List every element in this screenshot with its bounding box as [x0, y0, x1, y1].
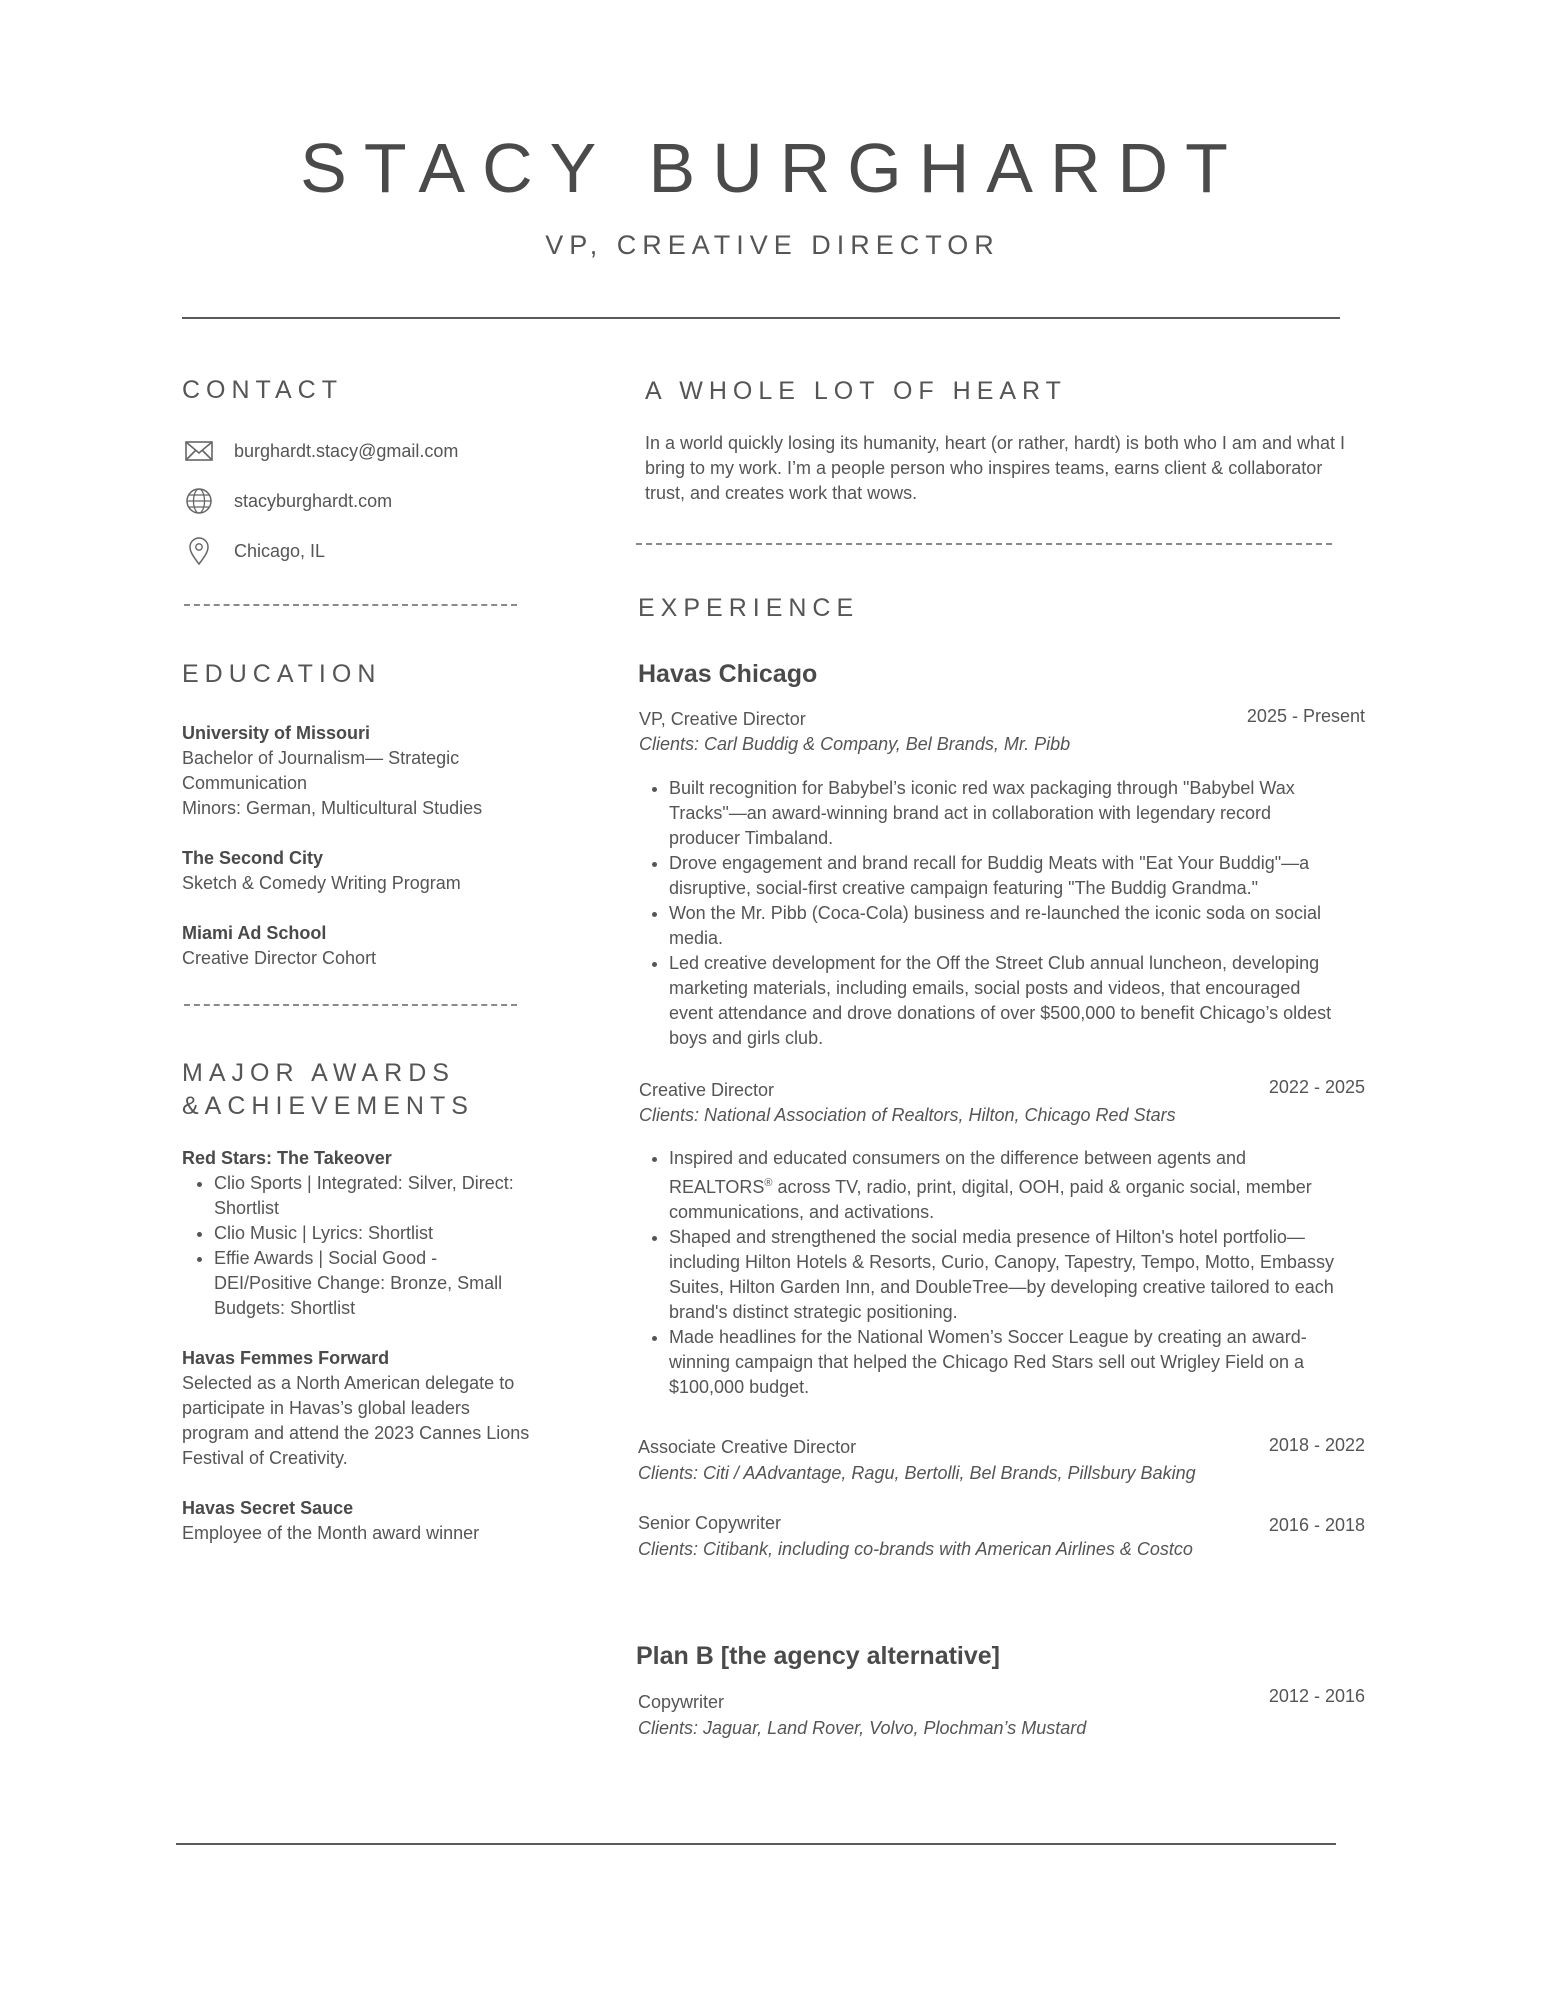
award-item [182, 1146, 532, 1321]
school-name: Miami Ad School [182, 923, 327, 943]
award-text: Employee of the Month award winner [182, 1523, 480, 1543]
awards-heading-line: MAJOR AWARDS [182, 1059, 455, 1087]
about-divider [636, 543, 1332, 545]
education-item [182, 921, 522, 971]
list-item: • Drove engagement and brand recall for Buddig Meats with "Eat Your Buddig"—a disruptive, social-first creative campaign featuring "The Buddig Grandma." [669, 851, 1339, 901]
role-dates: 2025 - Present [1246, 706, 1365, 726]
list-item: • Shaped and strengthened the social media presence of Hilton's hotel portfolio—including Hilton Hotels & Resorts, Curio, Canopy, Tapestry, Tempo, Motto, Embassy Suites, Hilton Garden Inn, and DoubleTree—by developing creative tailored to each brand's distinct strategic positioning. [669, 1225, 1339, 1325]
role-clients: Clients: Carl Buddig & Company, Bel Brands, Mr. Pibb [639, 734, 1071, 754]
degree-line: Minors: German, Multicultural Studies [182, 798, 483, 818]
footer-divider [176, 1843, 1336, 1845]
education-item [182, 846, 522, 896]
award-item [182, 1346, 532, 1471]
map-pin-icon [184, 536, 214, 566]
award-text: Selected as a North American delegate to participate in Havas’s global leaders program and attend the 2023 Cannes Lions Festival of Creativity. [182, 1373, 530, 1468]
degree-line: Communication [182, 773, 308, 793]
candidate-name: STACY BURGHARDT [300, 129, 1245, 207]
role-clients: Clients: National Association of Realtors, Hilton, Chicago Red Stars [639, 1105, 1176, 1125]
list-item: • Won the Mr. Pibb (Coca-Cola) business and re-launched the iconic soda on social media. [669, 901, 1339, 951]
role-title: Associate Creative Director [638, 1437, 857, 1457]
award-title: Red Stars: The Takeover [182, 1148, 392, 1168]
company-name: Plan B [the agency alternative] [636, 1642, 1001, 1670]
school-name: The Second City [182, 848, 324, 868]
list-item: • Built recognition for Babybel’s iconic red wax packaging through "Babybel Wax Tracks"—an award-winning brand act in collaboration with legendary record producer Timbaland. [669, 776, 1339, 851]
header-divider [182, 317, 1340, 319]
awards-heading-line: &ACHIEVEMENTS [182, 1092, 474, 1120]
role-dates: 2016 - 2018 [1268, 1515, 1365, 1535]
registered-mark: ® [764, 1177, 773, 1189]
list-item: • Made headlines for the National Women’s Soccer League by creating an award-winning campaign that helped the Chicago Red Stars sell out Wrigley Field on a $100,000 budget. [669, 1325, 1339, 1400]
company-name: Havas Chicago [638, 660, 818, 688]
list-item: • Led creative development for the Off the Street Club annual luncheon, developing marketing materials, including emails, social posts and videos, that encouraged event attendance and drove donations of over $500,000 to benefit Chicago’s oldest boys and girls club. [669, 951, 1339, 1051]
globe-icon [184, 486, 214, 516]
experience-heading: EXPERIENCE [638, 594, 860, 622]
role-title: VP, Creative Director [639, 709, 806, 729]
education-divider [184, 1004, 517, 1006]
role-dates: 2018 - 2022 [1268, 1435, 1365, 1455]
list-item: • Clio Sports | Integrated: Silver, Direct: Shortlist [214, 1171, 532, 1221]
program-line: Creative Director Cohort [182, 948, 377, 968]
school-name: University of Missouri [182, 723, 371, 743]
program-line: Sketch & Comedy Writing Program [182, 873, 461, 893]
contact-website[interactable] [184, 486, 392, 516]
location-text: Chicago, IL [234, 540, 326, 561]
contact-divider [184, 604, 517, 606]
awards-list [182, 1146, 532, 1546]
list-item [669, 1146, 1339, 1225]
list-item: • Effie Awards | Social Good - DEI/Positive Change: Bronze, Small Budgets: Shortlist [214, 1246, 532, 1321]
website-text[interactable]: stacyburghardt.com [234, 490, 393, 511]
education-list [182, 721, 522, 971]
degree-line: Bachelor of Journalism— Strategic [182, 748, 460, 768]
list-item: • Clio Music | Lyrics: Shortlist [214, 1221, 532, 1246]
role-clients: Clients: Citi / AAdvantage, Ragu, Bertolli, Bel Brands, Pillsbury Baking [638, 1463, 1196, 1483]
role-title: Copywriter [638, 1692, 725, 1712]
role-clients: Clients: Jaguar, Land Rover, Volvo, Plochman’s Mustard [638, 1718, 1087, 1738]
role-dates: 2022 - 2025 [1268, 1077, 1365, 1097]
awards-heading [182, 1057, 474, 1123]
role-title: Creative Director [639, 1080, 775, 1100]
about-heading: A WHOLE LOT OF HEART [645, 377, 1067, 405]
envelope-icon [184, 436, 214, 466]
education-item [182, 721, 522, 821]
education-heading: EDUCATION [182, 660, 382, 688]
contact-heading: CONTACT [182, 376, 343, 404]
job-title: VP, CREATIVE DIRECTOR [545, 230, 1000, 260]
bullet-text: Inspired and educated consumers on the difference between agents and REALTORS [669, 1148, 1247, 1197]
email-text[interactable]: burghardt.stacy@gmail.com [234, 440, 459, 461]
role-dates: 2012 - 2016 [1268, 1686, 1365, 1706]
role-bullets [639, 1146, 1339, 1400]
role-bullets [639, 776, 1339, 1051]
contact-email[interactable] [184, 436, 458, 466]
award-item [182, 1496, 532, 1546]
about-text: In a world quickly losing its humanity, heart (or rather, hardt) is both who I am and what I bring to my work. I’m a people person who inspires teams, earns client & collaborator trust, and creates work that wows. [645, 433, 1345, 503]
role-clients: Clients: Citibank, including co-brands with American Airlines & Costco [638, 1539, 1193, 1559]
award-bullets [182, 1171, 532, 1321]
award-title: Havas Secret Sauce [182, 1498, 354, 1518]
contact-location [184, 536, 325, 566]
bullet-text: across TV, radio, print, digital, OOH, paid & organic social, member communications, and activations. [669, 1177, 1312, 1222]
award-title: Havas Femmes Forward [182, 1348, 390, 1368]
role-title: Senior Copywriter [638, 1513, 782, 1533]
